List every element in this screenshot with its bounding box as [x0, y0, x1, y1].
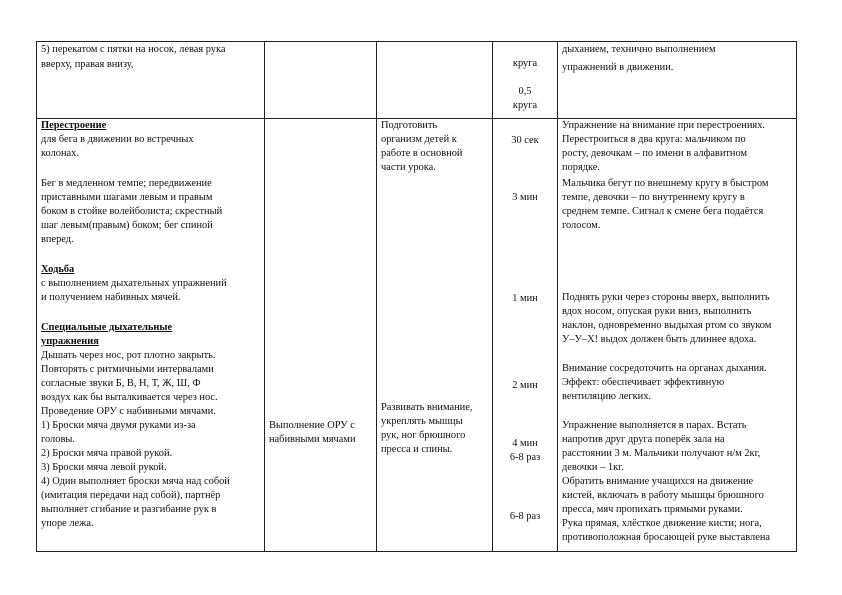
- breath-heading: Специальные дыхательные: [41, 322, 173, 333]
- note-breath-line: Эффект: обеспечивает эффективную: [562, 377, 725, 388]
- task-prepare-line: работе в основной: [381, 148, 463, 159]
- note-run-line: голосом.: [562, 220, 601, 231]
- note-ory-line: Обратить внимание учащихся на движение: [562, 476, 754, 487]
- dosage-value: 6-8 раз: [509, 511, 541, 522]
- note-run-line: среднем темпе. Сигнал к смене бега подаётся: [562, 206, 764, 217]
- column-divider-2: [376, 41, 377, 552]
- note-ory-line: противоположная бросающей руке выставлена: [562, 532, 771, 543]
- rebuild-line: колонах.: [41, 148, 79, 159]
- dosage-value: 1 мин: [512, 293, 538, 304]
- table-left-border: [36, 41, 37, 552]
- breath-line: Проведение ОРУ с набивными мячами.: [41, 406, 216, 417]
- dosage-value: 4 мин: [512, 438, 538, 449]
- note-ory-line: расстоянии 3 м. Мальчики получают н/м 2кг,: [562, 448, 761, 459]
- note-ory-line: напротив друг друга поперёк зала на: [562, 434, 725, 445]
- ory-label-line: Выполнение ОРУ с: [269, 420, 355, 431]
- breath-line: головы.: [41, 434, 75, 445]
- task-develop-line: рук, ног брюшного: [381, 430, 466, 441]
- note-walk-line: Поднять руки через стороны вверх, выполнить: [562, 292, 770, 303]
- task-prepare-line: организм детей к: [381, 134, 457, 145]
- note-rebuild-line: Перестроиться в два круга: мальчиком по: [562, 134, 746, 145]
- note-run-line: Мальчика бегут по внешнему кругу в быстром: [562, 178, 769, 189]
- breath-line: (имитация передачи над собой), партнёр: [41, 490, 221, 501]
- breath-line: 3) Броски мяча левой рукой.: [41, 462, 167, 473]
- breath-line: упоре лежа.: [41, 518, 94, 529]
- note-rebuild-line: порядке.: [562, 162, 601, 173]
- note-walk-line: наклон, одновременно выдыхая ртом со звуком: [562, 320, 772, 331]
- note-ory-line: пресса, мяч пропихать прямыми руками.: [562, 504, 743, 515]
- task-prepare-line: Подготовить: [381, 120, 438, 131]
- dosage-value: 30 сек: [511, 135, 539, 146]
- row1-content-line: 5) перекатом с пятки на носок, левая рука: [41, 44, 226, 55]
- task-prepare-line: части урока.: [381, 162, 436, 173]
- breath-line: воздух как бы выталкивается через нос.: [41, 392, 218, 403]
- walk-line: и получением набивных мячей.: [41, 292, 181, 303]
- walk-heading: Ходьба: [41, 264, 75, 275]
- table-bottom-border: [36, 551, 797, 552]
- note-rebuild-line: Упражнение на внимание при перестроениях.: [562, 120, 765, 131]
- breath-heading: упражнения: [41, 336, 99, 347]
- task-develop-line: пресса и спины.: [381, 444, 453, 455]
- breath-line: 1) Броски мяча двумя руками из-за: [41, 420, 196, 431]
- task-develop-line: Развивать внимание,: [381, 402, 473, 413]
- run-line: приставными шагами левым и правым: [41, 192, 213, 203]
- run-line: боком в стойке волейболиста; скрестный: [41, 206, 223, 217]
- row1-dosage-line: 0,5: [518, 86, 532, 97]
- run-line: шаг левым(правым) боком; бег спиной: [41, 220, 213, 231]
- note-run-line: темпе, девочки – по внутреннему кругу в: [562, 192, 745, 203]
- rebuild-line: для бега в движении во встречных: [41, 134, 194, 145]
- breath-line: выполняет сгибание и разгибание рук в: [41, 504, 217, 515]
- breath-line: 4) Один выполняет броски мяча над собой: [41, 476, 230, 487]
- note-walk-line: У–У–Х! выдох должен быть длиннее вдоха.: [562, 334, 757, 345]
- task-develop-line: укреплять мышцы: [381, 416, 463, 427]
- note-breath-line: Внимание сосредоточить на органах дыхания.: [562, 363, 767, 374]
- note-ory-line: Упражнение выполняется в парах. Встать: [562, 420, 747, 431]
- walk-line: с выполнением дыхательных упражнений: [41, 278, 227, 289]
- row1-content-line: вверху, правая внизу,: [41, 59, 134, 70]
- dosage-value: 6-8 раз: [509, 452, 541, 463]
- row1-notes-line: дыханием, технично выполнением: [562, 44, 716, 55]
- breath-line: Повторять с ритмичными интервалами: [41, 364, 214, 375]
- note-walk-line: вдох носом, опуская руки вниз, выполнить: [562, 306, 752, 317]
- table-right-border: [796, 41, 797, 552]
- dosage-value: 2 мин: [512, 380, 538, 391]
- note-ory-line: кистей, включать в работу мышцы брюшного: [562, 490, 764, 501]
- note-rebuild-line: росту, девочкам – по имени в алфавитном: [562, 148, 748, 159]
- note-breath-line: вентиляцию легких.: [562, 391, 652, 402]
- note-ory-line: Рука прямая, хлёсткое движение кисти; нога,: [562, 518, 762, 529]
- breath-line: 2) Броски мяча правой рукой.: [41, 448, 173, 459]
- column-divider-1: [264, 41, 265, 552]
- rebuild-heading: Перестроение: [41, 120, 107, 131]
- column-divider-4: [557, 41, 558, 552]
- table-top-border: [36, 41, 797, 42]
- row1-dosage-line: круга: [512, 100, 538, 111]
- breath-line: согласные звуки Б, В, Н, Т, Ж, Ш, Ф: [41, 378, 201, 389]
- breath-line: Дышать через нос, рот плотно закрыть.: [41, 350, 216, 361]
- run-line: Бег в медленном темпе; передвижение: [41, 178, 212, 189]
- run-line: вперед.: [41, 234, 74, 245]
- row1-dosage-line: круга: [512, 58, 538, 69]
- row1-notes-line: упражнений в движении.: [562, 62, 674, 73]
- ory-label-line: набивными мячами: [269, 434, 356, 445]
- dosage-value: 3 мин: [512, 192, 538, 203]
- note-ory-line: девочки – 1кг.: [562, 462, 624, 473]
